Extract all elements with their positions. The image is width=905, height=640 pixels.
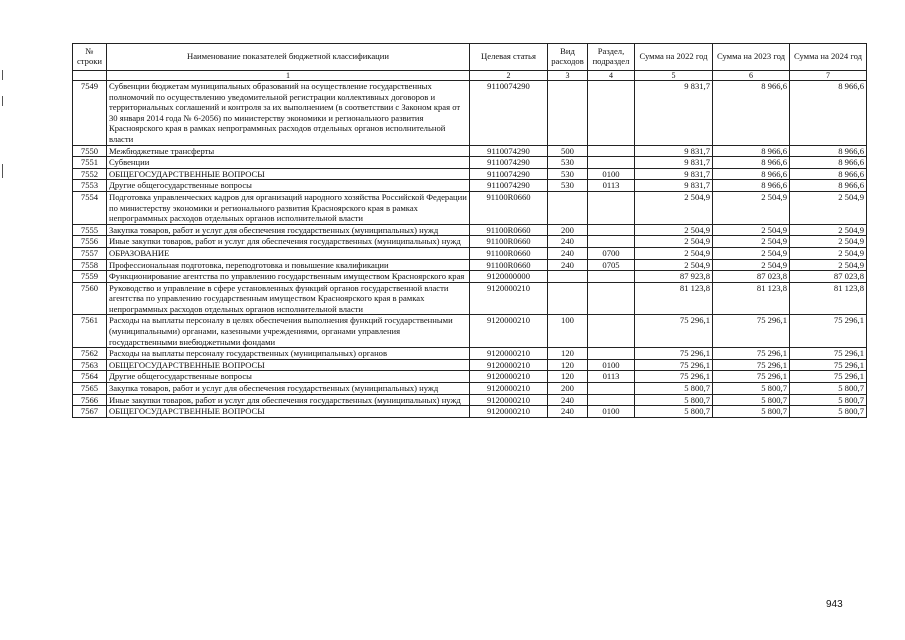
sum-2023: 87 023,8	[713, 271, 790, 283]
sum-2024: 8 966,6	[790, 180, 867, 192]
target-article: 9110074290	[470, 81, 548, 146]
row-number: 7558	[73, 259, 107, 271]
sum-2023: 2 504,9	[713, 236, 790, 248]
table-header-row	[73, 44, 867, 71]
sum-2023: 8 966,6	[713, 157, 790, 169]
expense-kind: 240	[548, 236, 588, 248]
row-number: 7561	[73, 315, 107, 348]
sum-2023: 75 296,1	[713, 371, 790, 383]
expense-kind: 530	[548, 157, 588, 169]
row-number: 7553	[73, 180, 107, 192]
sum-2022: 75 296,1	[635, 359, 713, 371]
page-number: 943	[826, 599, 843, 610]
sum-2023: 8 966,6	[713, 81, 790, 146]
expense-kind: 200	[548, 383, 588, 395]
section-code: 0700	[588, 247, 635, 259]
indicator-name: ОБЩЕГОСУДАРСТВЕННЫЕ ВОПРОСЫ	[107, 359, 470, 371]
header-sum-2022: Сумма на 2022 год	[635, 44, 713, 71]
sum-2023: 75 296,1	[713, 348, 790, 360]
scan-margin-mark	[2, 70, 3, 80]
expense-kind: 100	[548, 315, 588, 348]
table-row	[73, 81, 867, 146]
sum-2022: 75 296,1	[635, 371, 713, 383]
section-code	[588, 282, 635, 315]
column-number: 3	[548, 71, 588, 81]
target-article: 9120000210	[470, 348, 548, 360]
sum-2024: 8 966,6	[790, 157, 867, 169]
target-article: 9110074290	[470, 180, 548, 192]
sum-2022: 2 504,9	[635, 247, 713, 259]
sum-2022: 9 831,7	[635, 81, 713, 146]
indicator-name: Подготовка управленческих кадров для организаций народного хозяйства Российской Федерации по министерству экономики и регионального развития Красноярского края в рамках непрограммных расходов отдельных органов исполнительной власти	[107, 191, 470, 224]
row-number: 7557	[73, 247, 107, 259]
target-article: 9120000210	[470, 371, 548, 383]
expense-kind	[548, 282, 588, 315]
row-number: 7559	[73, 271, 107, 283]
scan-margin-mark	[2, 96, 3, 106]
table-row	[73, 247, 867, 259]
sum-2022: 2 504,9	[635, 191, 713, 224]
sum-2023: 2 504,9	[713, 191, 790, 224]
table-row	[73, 383, 867, 395]
target-article: 9120000210	[470, 359, 548, 371]
sum-2023: 75 296,1	[713, 315, 790, 348]
header-target-article: Целевая статья	[470, 44, 548, 71]
sum-2022: 9 831,7	[635, 157, 713, 169]
table-row	[73, 406, 867, 418]
expense-kind	[548, 81, 588, 146]
section-code	[588, 191, 635, 224]
section-code	[588, 236, 635, 248]
sum-2022: 5 800,7	[635, 406, 713, 418]
sum-2024: 5 800,7	[790, 406, 867, 418]
section-code	[588, 81, 635, 146]
budget-classification-table	[72, 43, 867, 418]
header-section: Раздел, подраздел	[588, 44, 635, 71]
indicator-name: Профессиональная подготовка, переподготовка и повышение квалификации	[107, 259, 470, 271]
sum-2024: 87 023,8	[790, 271, 867, 283]
target-article: 9120000210	[470, 282, 548, 315]
row-number: 7556	[73, 236, 107, 248]
table-row	[73, 191, 867, 224]
table-row	[73, 168, 867, 180]
sum-2024: 2 504,9	[790, 224, 867, 236]
expense-kind: 240	[548, 406, 588, 418]
target-article: 9110074290	[470, 168, 548, 180]
indicator-name: Иные закупки товаров, работ и услуг для обеспечения государственных (муниципальных) нужд	[107, 236, 470, 248]
expense-kind: 530	[548, 180, 588, 192]
header-sum-2023: Сумма на 2023 год	[713, 44, 790, 71]
row-number: 7563	[73, 359, 107, 371]
sum-2023: 75 296,1	[713, 359, 790, 371]
section-code	[588, 157, 635, 169]
row-number: 7550	[73, 145, 107, 157]
indicator-name: Другие общегосударственные вопросы	[107, 180, 470, 192]
column-number: 6	[713, 71, 790, 81]
indicator-name: Расходы на выплаты персоналу в целях обеспечения выполнения функций государственными (муниципальными) органами, казенными учреждениями, органами управления государственными внебюджетными фондами	[107, 315, 470, 348]
expense-kind: 120	[548, 359, 588, 371]
target-article: 9120000210	[470, 315, 548, 348]
expense-kind: 500	[548, 145, 588, 157]
sum-2023: 2 504,9	[713, 247, 790, 259]
indicator-name: ОБЩЕГОСУДАРСТВЕННЫЕ ВОПРОСЫ	[107, 406, 470, 418]
sum-2024: 75 296,1	[790, 371, 867, 383]
sum-2022: 87 923,8	[635, 271, 713, 283]
indicator-name: ОБРАЗОВАНИЕ	[107, 247, 470, 259]
target-article: 91100R0660	[470, 224, 548, 236]
sum-2023: 8 966,6	[713, 168, 790, 180]
sum-2024: 2 504,9	[790, 259, 867, 271]
section-code: 0100	[588, 406, 635, 418]
sum-2024: 2 504,9	[790, 191, 867, 224]
sum-2024: 8 966,6	[790, 81, 867, 146]
row-number: 7549	[73, 81, 107, 146]
section-code: 0113	[588, 180, 635, 192]
target-article: 9110074290	[470, 157, 548, 169]
target-article: 91100R0660	[470, 236, 548, 248]
target-article: 9120000210	[470, 394, 548, 406]
table-row	[73, 236, 867, 248]
sum-2022: 5 800,7	[635, 394, 713, 406]
column-number-row	[73, 71, 867, 81]
target-article: 9120000210	[470, 383, 548, 395]
indicator-name: Субвенции	[107, 157, 470, 169]
indicator-name: Иные закупки товаров, работ и услуг для обеспечения государственных (муниципальных) нужд	[107, 394, 470, 406]
row-number: 7564	[73, 371, 107, 383]
sum-2024: 2 504,9	[790, 236, 867, 248]
sum-2022: 2 504,9	[635, 236, 713, 248]
sum-2023: 81 123,8	[713, 282, 790, 315]
expense-kind: 240	[548, 247, 588, 259]
target-article: 91100R0660	[470, 191, 548, 224]
row-number: 7560	[73, 282, 107, 315]
sum-2024: 75 296,1	[790, 315, 867, 348]
sum-2023: 8 966,6	[713, 145, 790, 157]
indicator-name: ОБЩЕГОСУДАРСТВЕННЫЕ ВОПРОСЫ	[107, 168, 470, 180]
sum-2022: 75 296,1	[635, 348, 713, 360]
indicator-name: Функционирование агентства по управлению государственным имуществом Красноярского края	[107, 271, 470, 283]
target-article: 9110074290	[470, 145, 548, 157]
row-number: 7551	[73, 157, 107, 169]
section-code	[588, 224, 635, 236]
table-row	[73, 180, 867, 192]
section-code: 0100	[588, 168, 635, 180]
sum-2024: 2 504,9	[790, 247, 867, 259]
expense-kind: 120	[548, 348, 588, 360]
table-row	[73, 224, 867, 236]
section-code: 0100	[588, 359, 635, 371]
sum-2022: 75 296,1	[635, 315, 713, 348]
expense-kind: 120	[548, 371, 588, 383]
expense-kind: 200	[548, 224, 588, 236]
row-number: 7567	[73, 406, 107, 418]
indicator-name: Субвенции бюджетам муниципальных образований на осуществление государственных полномочий по осуществлению уведомительной регистрации коллективных договоров и территориальных соглашений и контроля за их выполнением (в соответствии с Законом края от 30 января 2014 года № 6-2056) по министерству экономики и регионального развития Красноярского края в рамках непрограммных расходов отдельных органов исполнительной власти	[107, 81, 470, 146]
table-body	[73, 81, 867, 418]
table-row	[73, 359, 867, 371]
column-number	[73, 71, 107, 81]
row-number: 7565	[73, 383, 107, 395]
section-code	[588, 394, 635, 406]
sum-2024: 5 800,7	[790, 383, 867, 395]
indicator-name: Руководство и управление в сфере установленных функций органов государственной власти агентства по управлению государственным имуществом Красноярского края в рамках непрограммных расходов отдельных органов исполнительной власти	[107, 282, 470, 315]
sum-2023: 8 966,6	[713, 180, 790, 192]
sum-2023: 5 800,7	[713, 406, 790, 418]
expense-kind	[548, 271, 588, 283]
sum-2022: 5 800,7	[635, 383, 713, 395]
table-row	[73, 157, 867, 169]
expense-kind: 530	[548, 168, 588, 180]
column-number: 5	[635, 71, 713, 81]
sum-2022: 2 504,9	[635, 259, 713, 271]
target-article: 91100R0660	[470, 259, 548, 271]
sum-2023: 5 800,7	[713, 394, 790, 406]
indicator-name: Другие общегосударственные вопросы	[107, 371, 470, 383]
row-number: 7552	[73, 168, 107, 180]
target-article: 9120000000	[470, 271, 548, 283]
indicator-name: Закупка товаров, работ и услуг для обеспечения государственных (муниципальных) нужд	[107, 383, 470, 395]
sum-2024: 8 966,6	[790, 168, 867, 180]
sum-2024: 81 123,8	[790, 282, 867, 315]
header-expense-kind: Вид расходов	[548, 44, 588, 71]
sum-2024: 75 296,1	[790, 348, 867, 360]
sum-2022: 2 504,9	[635, 224, 713, 236]
section-code	[588, 271, 635, 283]
row-number: 7566	[73, 394, 107, 406]
indicator-name: Расходы на выплаты персоналу государственных (муниципальных) органов	[107, 348, 470, 360]
table-row	[73, 282, 867, 315]
target-article: 91100R0660	[470, 247, 548, 259]
header-name: Наименование показателей бюджетной классификации	[107, 44, 470, 71]
table-row	[73, 371, 867, 383]
sum-2024: 5 800,7	[790, 394, 867, 406]
table-row	[73, 259, 867, 271]
column-number: 1	[107, 71, 470, 81]
row-number: 7554	[73, 191, 107, 224]
table-row	[73, 315, 867, 348]
table-row	[73, 145, 867, 157]
header-sum-2024: Сумма на 2024 год	[790, 44, 867, 71]
row-number: 7555	[73, 224, 107, 236]
scan-margin-mark	[2, 164, 3, 178]
table-row	[73, 394, 867, 406]
sum-2022: 9 831,7	[635, 180, 713, 192]
column-number: 4	[588, 71, 635, 81]
expense-kind: 240	[548, 394, 588, 406]
header-row-number: № строки	[73, 44, 107, 71]
expense-kind	[548, 191, 588, 224]
target-article: 9120000210	[470, 406, 548, 418]
sum-2023: 5 800,7	[713, 383, 790, 395]
section-code: 0705	[588, 259, 635, 271]
sum-2024: 75 296,1	[790, 359, 867, 371]
section-code: 0113	[588, 371, 635, 383]
row-number: 7562	[73, 348, 107, 360]
column-number: 7	[790, 71, 867, 81]
section-code	[588, 315, 635, 348]
indicator-name: Закупка товаров, работ и услуг для обеспечения государственных (муниципальных) нужд	[107, 224, 470, 236]
section-code	[588, 383, 635, 395]
sum-2022: 9 831,7	[635, 168, 713, 180]
section-code	[588, 145, 635, 157]
indicator-name: Межбюджетные трансферты	[107, 145, 470, 157]
sum-2023: 2 504,9	[713, 224, 790, 236]
sum-2023: 2 504,9	[713, 259, 790, 271]
column-number: 2	[470, 71, 548, 81]
sum-2022: 81 123,8	[635, 282, 713, 315]
table-row	[73, 348, 867, 360]
table-row	[73, 271, 867, 283]
expense-kind: 240	[548, 259, 588, 271]
section-code	[588, 348, 635, 360]
sum-2022: 9 831,7	[635, 145, 713, 157]
sum-2024: 8 966,6	[790, 145, 867, 157]
